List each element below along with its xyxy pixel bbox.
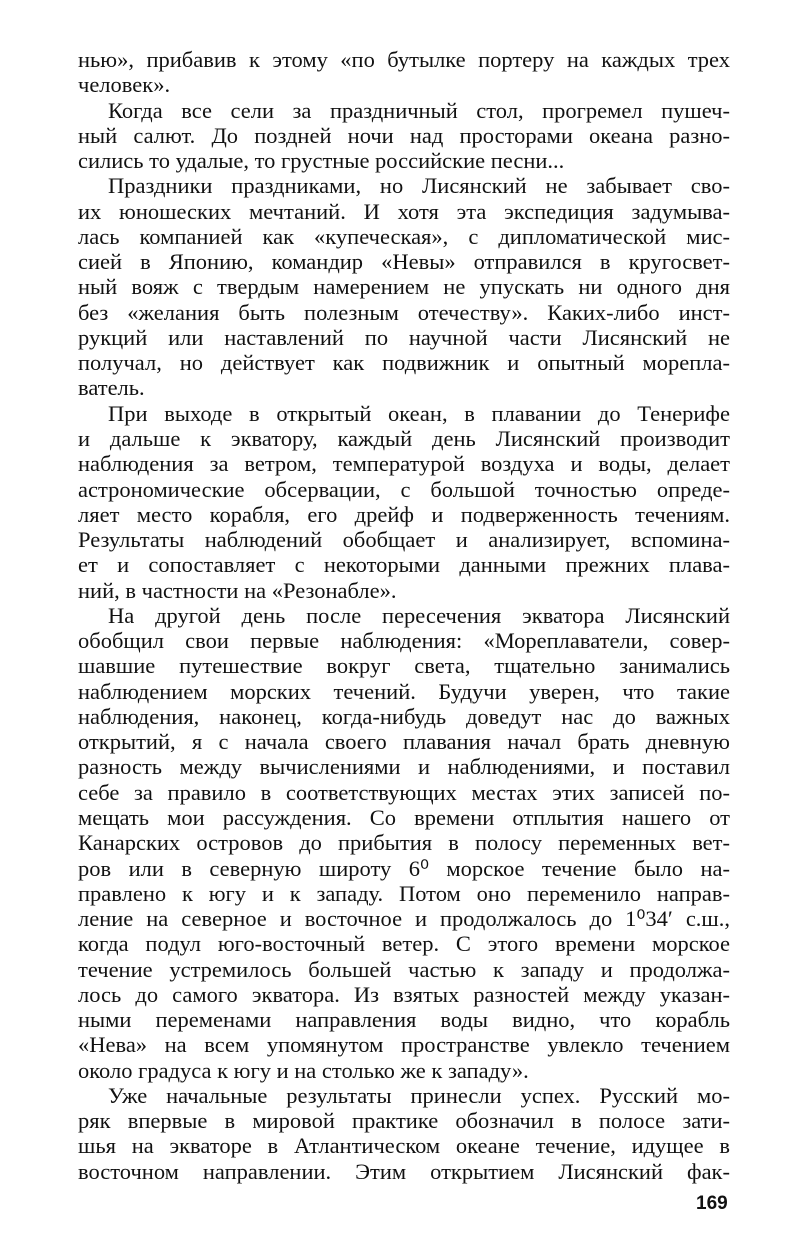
text-line: лось до самого экватора. Из взятых разностей между указан- bbox=[78, 981, 730, 1007]
text-line: наблюдения за ветром, температурой воздуха и воды, делает bbox=[78, 451, 730, 477]
text-line: открытий, я с начала своего плавания начал брать дневную bbox=[78, 729, 730, 755]
text-line: их юношеских мечтаний. И хотя эта экспедиция задумыва- bbox=[78, 198, 730, 224]
body-text bbox=[78, 47, 730, 1184]
text-line: ряк впервые в мировой практике обозначил в полосе зати- bbox=[78, 1108, 730, 1134]
text-line: ватель. bbox=[78, 375, 145, 401]
text-line: Когда все сели за праздничный стол, прогремел пушеч- bbox=[108, 97, 730, 123]
text-line: рукций или наставлений по научной части Лисянский не bbox=[78, 324, 730, 350]
text-line: мещать мои рассуждения. Со времени отплытия нашего от bbox=[78, 804, 730, 830]
text-line: шья на экваторе в Атлантическом океане течение, идущее в bbox=[78, 1133, 730, 1159]
text-line: ляет место корабля, его дрейф и подверженность течениям. bbox=[78, 501, 730, 527]
text-line: лась компанией как «купеческая», с дипломатической мис- bbox=[78, 223, 730, 249]
text-line: Результаты наблюдений обобщает и анализирует, вспомина- bbox=[78, 527, 730, 553]
text-line: и дальше к экватору, каждый день Лисянский производит bbox=[78, 425, 730, 451]
text-line: без «желания быть полезным отечеству». Каких-либо инст- bbox=[78, 299, 730, 325]
text-line: нью», прибавив к этому «по бутылке портеру на каждых трех bbox=[78, 47, 730, 72]
text-line: себе за правило в соответствующих местах этих записей по- bbox=[78, 779, 730, 805]
text-line: астрономические обсервации, с большой точностью опреде- bbox=[78, 476, 730, 502]
text-line: ров или в северную широту 6⁰ морское течение было на- bbox=[78, 855, 730, 881]
text-line: человек». bbox=[78, 72, 171, 98]
text-line: При выходе в открытый океан, в плавании до Тенерифе bbox=[108, 400, 730, 426]
text-line: шавшие путешествие вокруг света, тщательно занимались bbox=[78, 653, 730, 679]
text-line: ление на северное и восточное и продолжалось до 1⁰34′ с.ш., bbox=[78, 906, 730, 932]
text-line: около градуса к югу и на столько же к западу». bbox=[78, 1057, 529, 1083]
text-line: ный салют. До поздней ночи над просторами океана разно- bbox=[78, 122, 730, 148]
text-line: «Нева» на всем упомянутом пространстве увлекло течением bbox=[78, 1032, 730, 1058]
text-line: сией в Японию, командир «Невы» отправился в кругосвет- bbox=[78, 249, 730, 275]
text-line: Праздники праздниками, но Лисянский не забывает сво- bbox=[108, 173, 730, 199]
text-line: наблюдением морских течений. Будучи уверен, что такие bbox=[78, 678, 730, 704]
text-line: ет и сопоставляет с некоторыми данными прежних плава- bbox=[78, 552, 730, 578]
text-line: наблюдения, наконец, когда-нибудь доведут нас до важных bbox=[78, 703, 730, 729]
text-line: ний, в частности на «Резонабле». bbox=[78, 577, 397, 603]
text-line: Канарских островов до прибытия в полосу переменных вет- bbox=[78, 830, 730, 856]
text-line: ный вояж с твердым намерением не упускать ни одного дня bbox=[78, 274, 730, 300]
text-line: Уже начальные результаты принесли успех. Русский мо- bbox=[108, 1082, 730, 1108]
text-line: когда подул юго-восточный ветер. С этого времени морское bbox=[78, 931, 730, 957]
text-line: правлено к югу и к западу. Потом оно переменило направ- bbox=[78, 880, 730, 906]
text-line: сились то удалые, то грустные российские песни... bbox=[78, 148, 565, 174]
text-line: ными переменами направления воды видно, что корабль bbox=[78, 1007, 730, 1033]
text-line: течение устремилось большей частью к западу и продолжа- bbox=[78, 956, 730, 982]
text-line: разность между вычислениями и наблюдениями, и поставил bbox=[78, 754, 730, 780]
text-line: На другой день после пересечения экватора Лисянский bbox=[108, 602, 730, 628]
text-line: восточном направлении. Этим открытием Лисянский фак- bbox=[78, 1158, 730, 1184]
page-number: 169 bbox=[696, 1193, 728, 1214]
text-line: получал, но действует как подвижник и опытный морепла- bbox=[78, 350, 730, 376]
text-line: обобщил свои первые наблюдения: «Мореплаватели, совер- bbox=[78, 628, 730, 654]
